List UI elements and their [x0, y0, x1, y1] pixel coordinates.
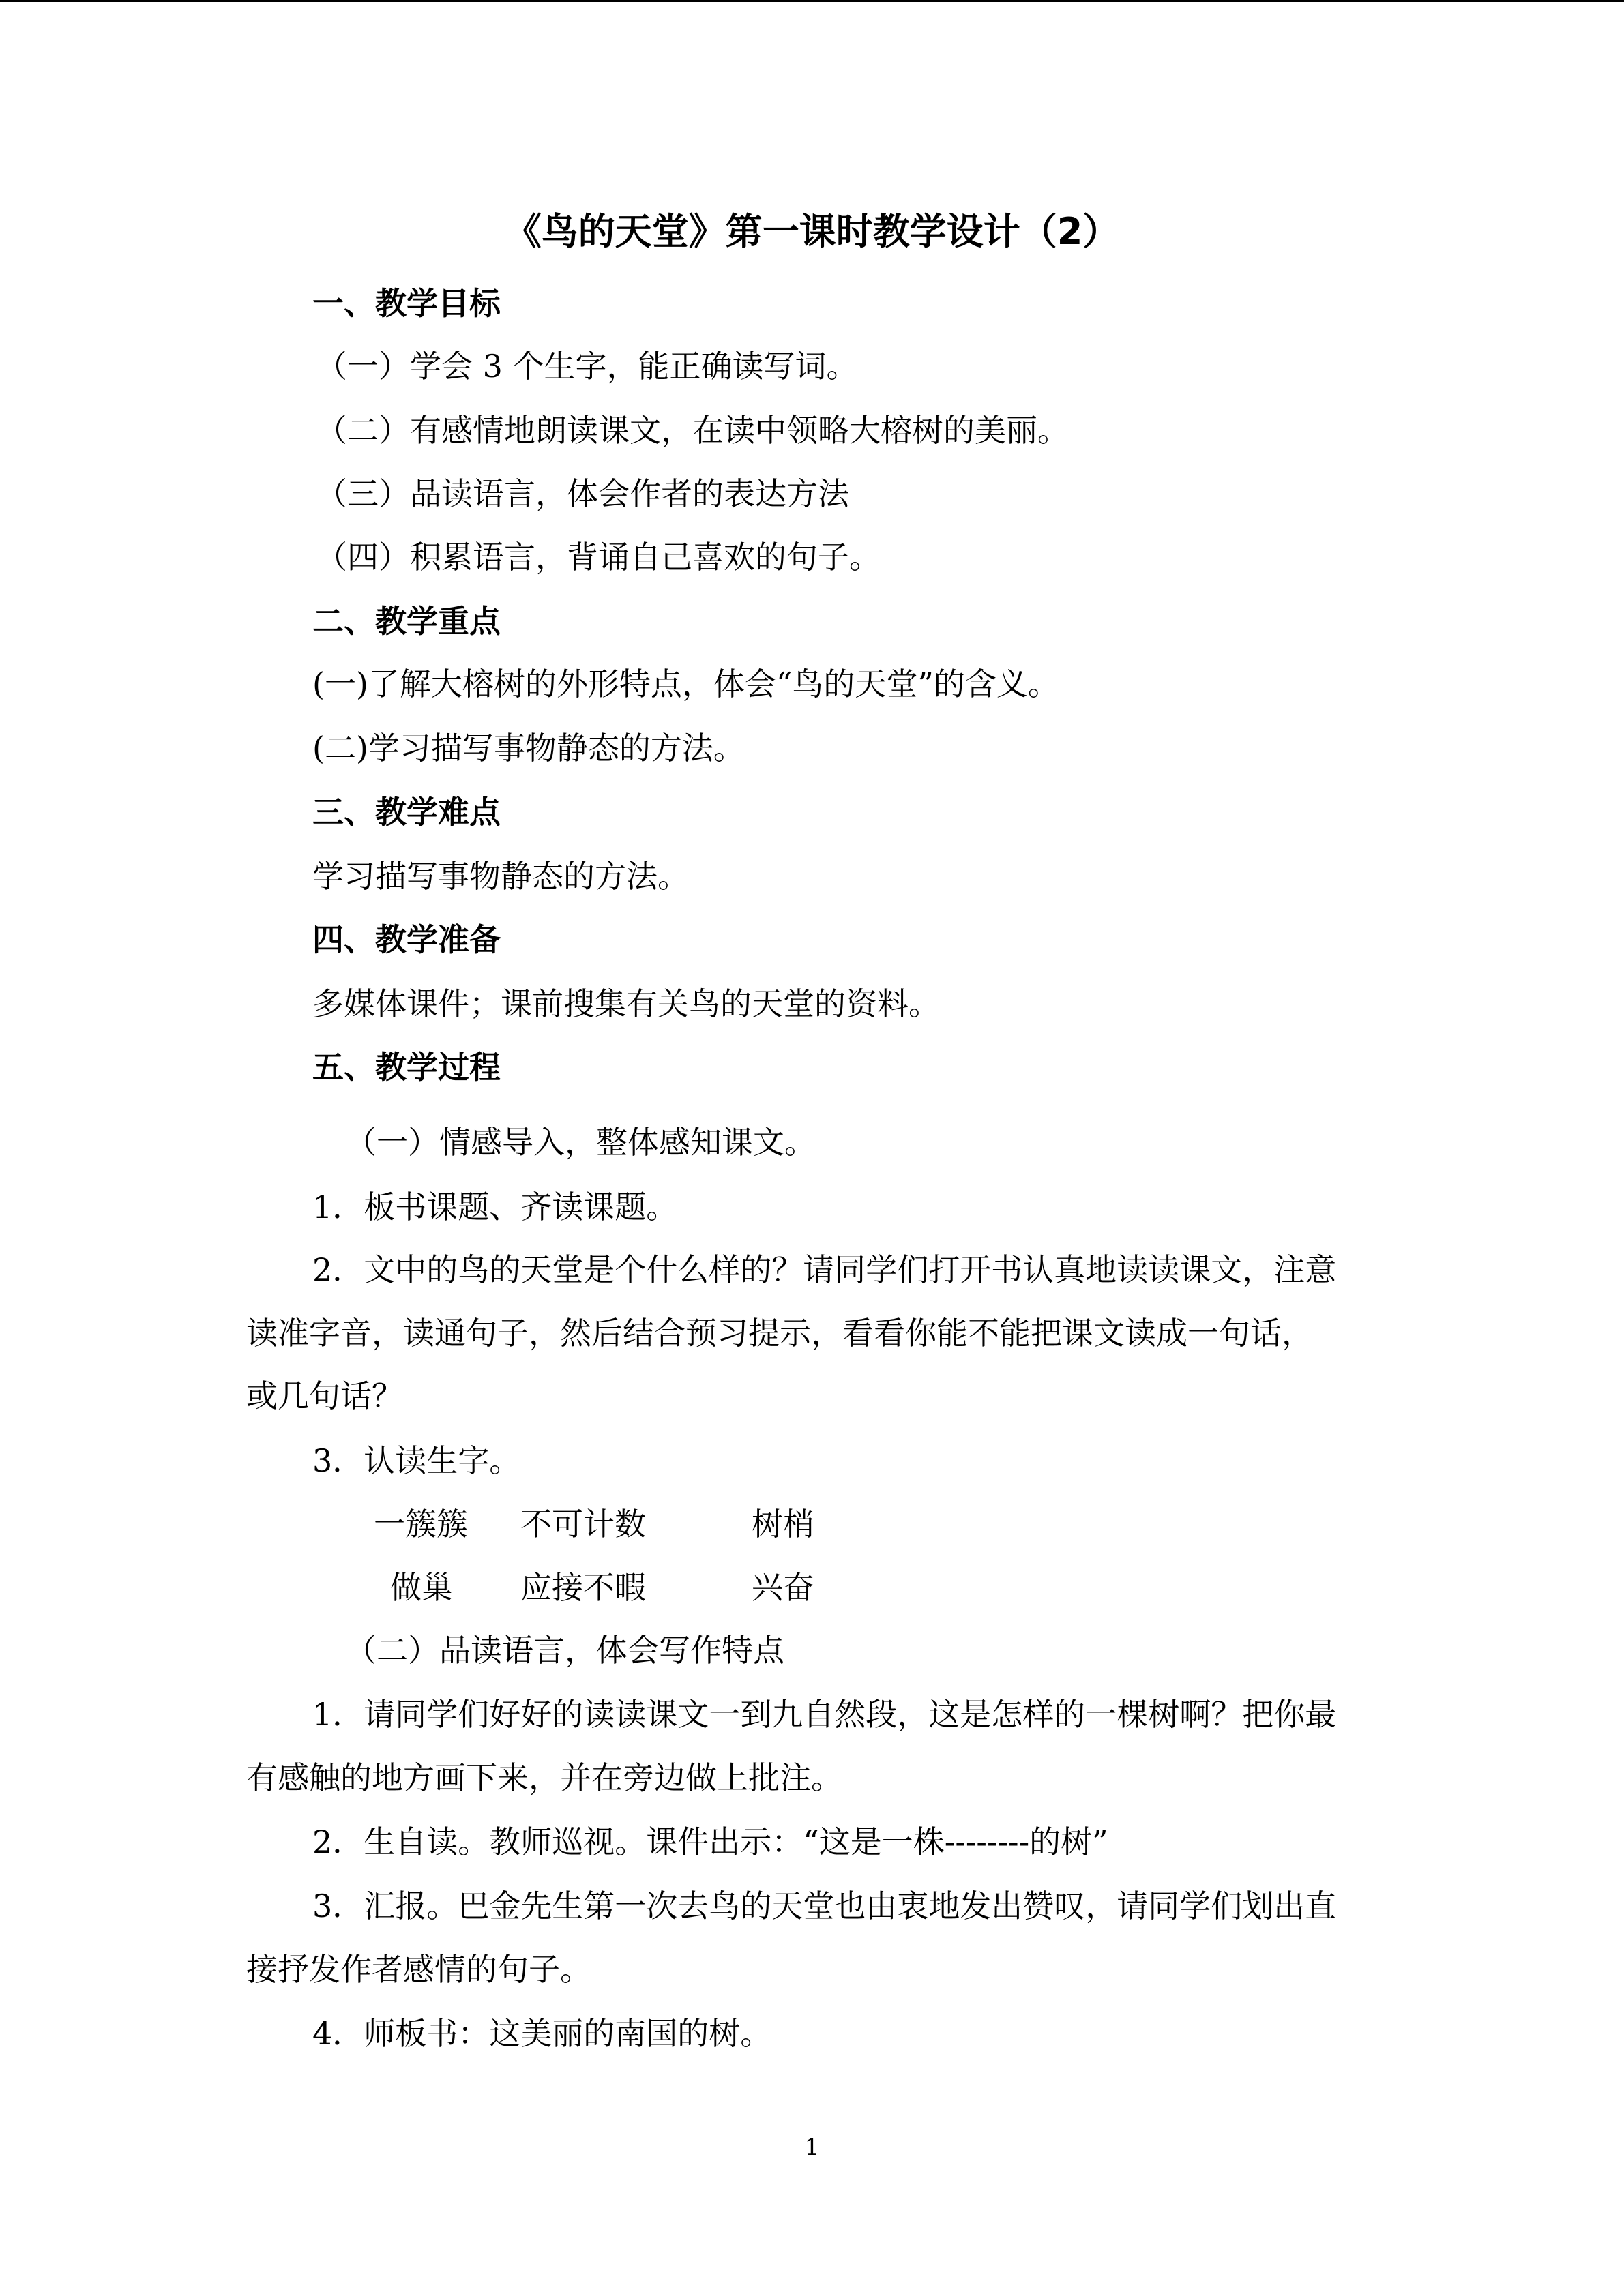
process-step: 2．文中的鸟的天堂是个什么样的？请同学们打开书认真地读读课文，注意	[312, 1251, 1337, 1288]
preparation-text: 多媒体课件；课前搜集有关鸟的天堂的资料。	[312, 985, 940, 1022]
heading-preparation: 四、教学准备	[312, 921, 501, 958]
heading-key-points: 二、教学重点	[312, 603, 501, 640]
vocab-word: 兴奋	[752, 1569, 814, 1606]
key-point-item: (一)了解大榕树的外形特点，体会“鸟的天堂”的含义。	[312, 666, 1059, 702]
process-step: 2．生自读。教师巡视。课件出示：“这是一株--------的树”	[312, 1823, 1108, 1860]
process-step: 1．板书课题、齐读课题。	[312, 1189, 678, 1225]
process-step: 4．师板书：这美丽的南国的树。	[312, 2015, 772, 2052]
objective-item: （四）积累语言，背诵自己喜欢的句子。	[316, 539, 881, 576]
process-step-continuation: 或几句话？	[246, 1377, 403, 1414]
vocab-word: 做巢	[390, 1569, 453, 1606]
document-title: 《鸟的天堂》第一课时教学设计（2）	[504, 210, 1120, 253]
key-point-item: (二)学习描写事物静态的方法。	[312, 730, 745, 766]
vocab-word: 树梢	[752, 1506, 814, 1542]
process-part1-heading: （一）情感导入，整体感知课文。	[345, 1124, 816, 1161]
process-step: 1．请同学们好好的读读课文一到九自然段，这是怎样的一棵树啊？把你最	[312, 1696, 1337, 1733]
vocab-word: 应接不暇	[520, 1569, 646, 1606]
top-border-line	[0, 0, 1624, 2]
process-step-continuation: 接抒发作者感情的句子。	[246, 1951, 591, 1988]
process-step-continuation: 有感触的地方画下来，并在旁边做上批注。	[246, 1759, 842, 1796]
process-step: 3．汇报。巴金先生第一次去鸟的天堂也由衷地发出赞叹，请同学们划出直	[312, 1888, 1337, 1924]
heading-objectives: 一、教学目标	[312, 285, 501, 322]
objective-item: （三）品读语言，体会作者的表达方法	[316, 475, 849, 512]
process-part2-heading: （二）品读语言，体会写作特点	[345, 1632, 784, 1669]
process-step: 3．认读生字。	[312, 1442, 521, 1479]
heading-difficulty: 三、教学难点	[312, 794, 501, 831]
page-number: 1	[804, 2134, 820, 2161]
process-step-continuation: 读准字音，读通句子，然后结合预习提示，看看你能不能把课文读成一句话，	[246, 1315, 1313, 1352]
objective-item: （一）学会 3 个生字，能正确读写词。	[316, 348, 858, 385]
vocab-word: 不可计数	[520, 1506, 646, 1542]
vocab-word: 一簇簇	[374, 1506, 468, 1542]
objective-item: （二）有感情地朗读课文，在读中领略大榕树的美丽。	[316, 412, 1069, 449]
heading-process: 五、教学过程	[312, 1049, 501, 1086]
difficulty-text: 学习描写事物静态的方法。	[312, 858, 689, 895]
